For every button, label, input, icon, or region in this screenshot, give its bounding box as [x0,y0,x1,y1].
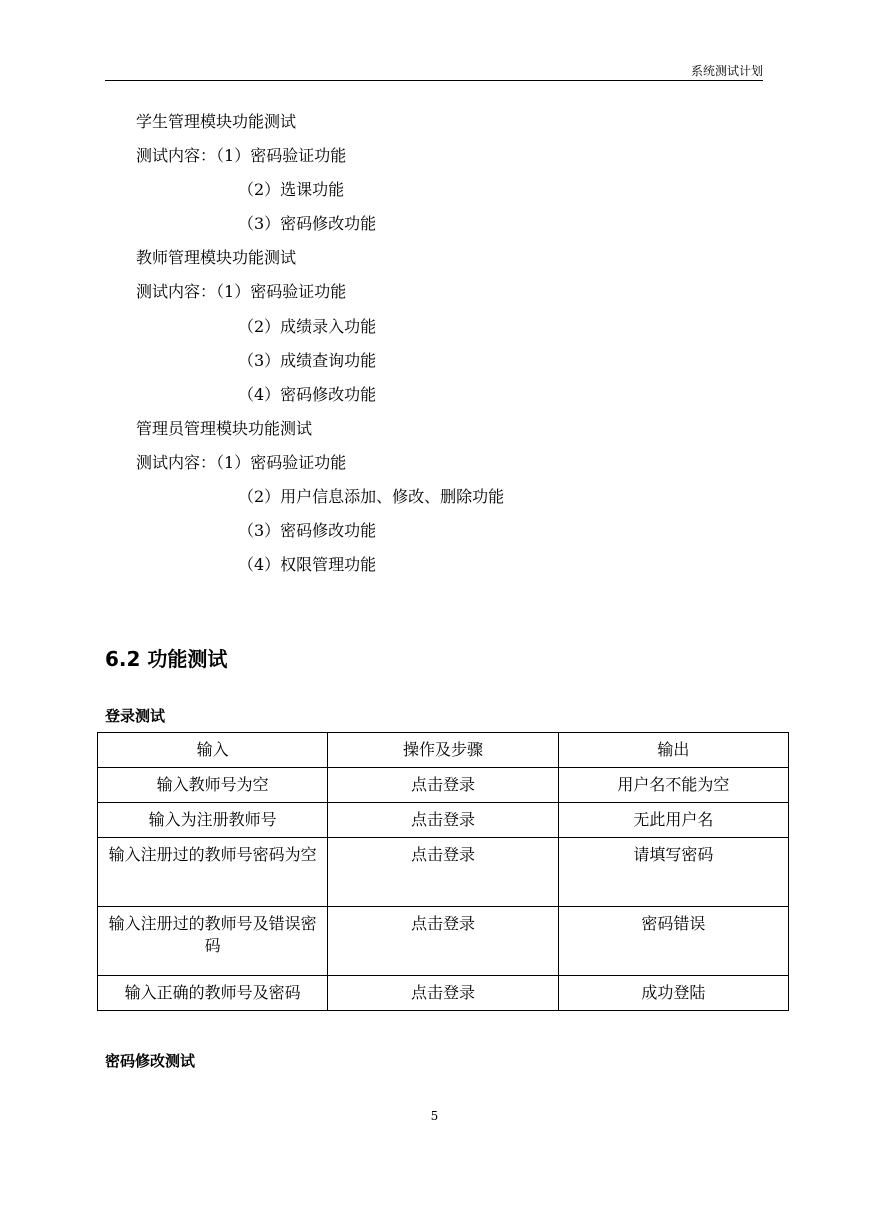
test-item: （4）权限管理功能 [238,555,377,574]
table-row [98,838,789,907]
table-cell: 请填写密码 [558,838,788,907]
module-title: 学生管理模块功能测试 [136,112,297,131]
login-test-table [97,732,789,1011]
header-rule [105,80,763,81]
test-item: （3）成绩查询功能 [238,351,377,370]
table-cell: 点击登录 [328,907,558,976]
test-item: （2）选课功能 [238,180,345,199]
test-content-line [136,453,346,473]
table-row [98,976,789,1011]
table-cell: 输入注册过的教师号及错误密码 [98,907,328,976]
table-cell: 点击登录 [328,976,558,1011]
test-item: （3）密码修改功能 [238,214,377,233]
password-test-title: 密码修改测试 [105,1052,196,1070]
module-title: 教师管理模块功能测试 [136,248,297,267]
test-item: （1）密码验证功能 [216,282,347,301]
test-content-line [136,282,346,302]
table-cell: 输入为注册教师号 [98,803,328,838]
table-cell: 密码错误 [558,907,788,976]
table-cell: 输入正确的教师号及密码 [98,976,328,1011]
table-cell: 点击登录 [328,768,558,803]
column-header: 输入 [98,733,328,768]
table-cell: 无此用户名 [558,803,788,838]
table-row [98,803,789,838]
table-cell: 成功登陆 [558,976,788,1011]
table-row [98,907,789,976]
table-cell: 用户名不能为空 [558,768,788,803]
test-item: （2）成绩录入功能 [238,317,377,336]
test-item: （4）密码修改功能 [238,385,377,404]
column-header: 输出 [558,733,788,768]
table-cell: 点击登录 [328,838,558,907]
table-header-row [98,733,789,768]
module-title: 管理员管理模块功能测试 [136,419,313,438]
test-content-label: 测试内容： [136,282,217,301]
section-heading: 6.2 功能测试 [105,647,228,671]
test-content-label: 测试内容： [136,146,217,165]
test-item: （3）密码修改功能 [238,521,377,540]
page-number: 5 [430,1109,439,1123]
test-content-label: 测试内容： [136,453,217,472]
table-cell: 输入注册过的教师号密码为空 [98,838,328,907]
login-test-title: 登录测试 [105,707,166,725]
column-header: 操作及步骤 [328,733,558,768]
test-item: （1）密码验证功能 [216,453,347,472]
test-item: （1）密码验证功能 [216,146,347,165]
test-item: （2）用户信息添加、修改、删除功能 [238,487,505,506]
test-content-line [136,146,346,166]
table-row [98,768,789,803]
running-header: 系统测试计划 [690,64,763,78]
table-cell: 点击登录 [328,803,558,838]
table-cell: 输入教师号为空 [98,768,328,803]
